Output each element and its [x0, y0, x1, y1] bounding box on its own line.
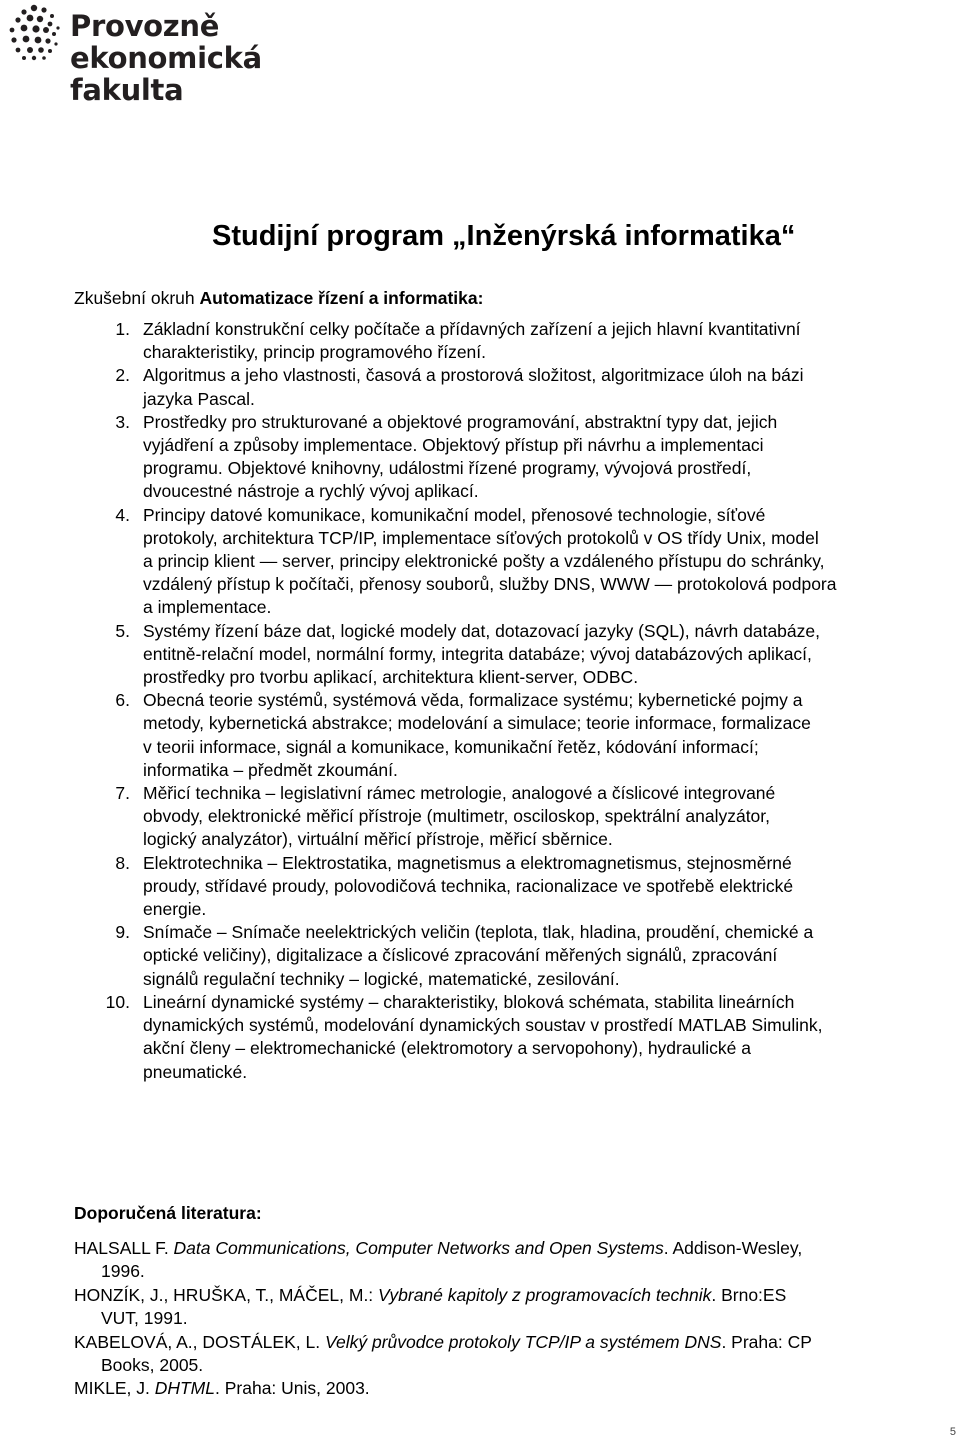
reference-publisher: . Praha: Unis, 2003. — [215, 1378, 370, 1399]
topic-text-line: obvody, elektronické měřicí přístroje (multimetr, osciloskop, spektrální analyzátor, — [143, 806, 771, 827]
reference-continuation: 1996. — [101, 1261, 145, 1282]
reference-title: Data Communications, Computer Networks and Open Systems — [173, 1238, 664, 1258]
reference-line — [74, 1237, 954, 1260]
logo-dot — [37, 16, 43, 22]
topic-text-line: Obecná teorie systémů, systémová věda, formalizace systému; kybernetické pojmy a — [143, 690, 803, 711]
topic-text-line: Principy datové komunikace, komunikační model, přenosové technologie, síťové — [143, 504, 766, 525]
reference-publisher: . Addison-Wesley, — [663, 1238, 803, 1258]
logo-dot — [48, 22, 53, 27]
topic-item — [94, 991, 960, 1084]
topic-number: 9. — [115, 922, 130, 943]
topic-text-line: Základní konstrukční celky počítače a přídavných zařízení a jejich hlavní kvantitativní — [143, 319, 801, 339]
topic-number: 6. — [115, 690, 130, 711]
logo-dot — [23, 36, 30, 43]
logo-dot — [10, 28, 15, 33]
logo-dot — [11, 37, 16, 42]
topic-text-line: vyjádření a způsoby implementace. Objektový přístup při návrhu a implementaci — [143, 435, 764, 456]
topic-text-line: proudy, střídavé proudy, polovodičová technika, racionalizace ve spotřebě elektrické — [143, 875, 794, 896]
topic-number: 8. — [115, 852, 130, 873]
topic-text-line: Algoritmus a jeho vlastnosti, časová a prostorová složitost, algoritmizace úloh na bázi — [143, 365, 804, 386]
topic-text-line: jazyka Pascal. — [143, 388, 255, 409]
topic-text-line: v teorii informace, signál a komunikace, komunikační řetěz, kódování informací; — [143, 736, 759, 757]
logo-dot — [21, 9, 26, 14]
reference-title: DHTML — [154, 1378, 215, 1399]
topic-item — [94, 318, 960, 364]
faculty-name — [70, 10, 262, 106]
reference-publisher: . Brno:ES — [711, 1284, 787, 1305]
page-number: 5 — [949, 1426, 956, 1438]
topic-text-line: akční členy – elektromechanické (elektromotory a servopohony), hydraulické a — [143, 1038, 751, 1059]
logo-dot — [15, 17, 20, 22]
logo-dot — [48, 49, 52, 53]
topic-text-line: Elektrotechnika – Elektrostatika, magnetismus a elektromagnetismus, stejnosměrné — [143, 852, 792, 873]
topic-item — [94, 852, 960, 922]
topic-item — [94, 620, 960, 690]
reference-continuation: Books, 2005. — [101, 1355, 204, 1376]
logo-dot — [22, 56, 26, 60]
reference-item — [74, 1331, 954, 1378]
faculty-logo — [4, 2, 262, 112]
reference-list — [74, 1237, 954, 1401]
topic-item — [94, 782, 960, 852]
topic-text-line: prostředky pro tvorbu aplikací, architektura klient-server, ODBC. — [143, 667, 639, 688]
intro-prefix: Zkušební okruh — [74, 288, 200, 308]
reference-line — [74, 1377, 954, 1400]
logo-dot — [35, 37, 42, 44]
literature-heading: Doporučená literatura: — [74, 1203, 262, 1223]
logo-dot — [27, 47, 33, 53]
topic-text-line: Lineární dynamické systémy – charakteristiky, bloková schémata, stabilita lineárních — [143, 991, 795, 1012]
logo-dot — [16, 48, 21, 53]
logo-dot — [43, 27, 49, 33]
topic-text-line: Prostředky pro strukturované a objektové programování, abstraktní typy dat, jejich — [143, 411, 778, 432]
reference-line — [74, 1331, 954, 1354]
reference-author: MIKLE, J. — [74, 1378, 155, 1399]
reference-continuation: VUT, 1991. — [101, 1308, 188, 1329]
intro-topic-name: Automatizace řízení a informatika: — [199, 288, 484, 308]
topic-text-line: dynamických systémů, modelování dynamických soustav v prostředí MATLAB Simulink, — [143, 1015, 823, 1036]
topic-number: 5. — [115, 620, 130, 641]
topic-text-line: charakteristiky, princip programového řízení. — [143, 342, 487, 363]
reference-line — [74, 1284, 954, 1307]
logo-dot — [42, 56, 46, 60]
reference-author: KABELOVÁ, A., DOSTÁLEK, L. — [74, 1331, 325, 1352]
logo-dot — [56, 26, 59, 29]
topic-text-line: programu. Objektové knihovny, událostmi řízené programy, vývojová prostředí, — [143, 458, 752, 479]
topic-text-line: a implementace. — [143, 597, 272, 618]
logo-line-1: Provozně — [70, 9, 220, 43]
reference-item — [74, 1237, 954, 1284]
logo-dot — [50, 14, 54, 18]
logo-dot — [45, 38, 50, 43]
topic-number: 4. — [115, 504, 130, 525]
topic-text-line: protokoly, architektura TCP/IP, implementace síťových protokolů v OS třídy Unix, model — [143, 527, 819, 548]
topic-number: 7. — [115, 783, 130, 804]
topic-item — [94, 689, 960, 782]
faculty-dots-icon — [4, 2, 64, 62]
logo-dot — [21, 25, 28, 32]
reference-author: HALSALL F. — [74, 1238, 174, 1258]
topic-text-line: Měřicí technika – legislativní rámec metrologie, analogové a číslicové integrované — [143, 783, 776, 804]
reference-title: Vybrané kapitoly z programovacích technik — [378, 1284, 712, 1305]
topic-item — [94, 921, 960, 991]
topic-number: 10. — [105, 991, 130, 1012]
topic-text-line: metody, kybernetická abstrakce; modelování a simulace; teorie informace, formalizace — [143, 713, 811, 734]
topic-item — [94, 364, 960, 410]
topic-text-line: Snímače – Snímače neelektrických veličin (teplota, tlak, hladina, proudění, chemické a — [143, 922, 814, 943]
topic-number: 1. — [115, 319, 130, 339]
topic-text-line: energie. — [143, 899, 207, 920]
reference-author: HONZÍK, J., HRUŠKA, T., MÁČEL, M.: — [74, 1284, 379, 1305]
logo-dot — [32, 25, 39, 32]
topic-text-line: logický analyzátor), virtuální měřicí přístroje, měřicí sběrnice. — [143, 829, 613, 850]
logo-dot — [38, 47, 44, 53]
logo-dot — [27, 15, 34, 22]
topic-text-line: optické veličiny), digitalizace a číslicové zpracování měřených signálů, zpracování — [143, 945, 778, 966]
topic-number: 3. — [115, 411, 130, 432]
logo-dot — [52, 32, 56, 36]
topic-text-line: pneumatické. — [143, 1061, 248, 1082]
topic-item — [94, 411, 960, 504]
topic-text-line: a princip klient — server, principy elektronické pošty a vzdáleného přístupu do schránky, — [143, 551, 825, 572]
logo-dot — [31, 5, 37, 11]
exam-topic-intro — [74, 286, 483, 310]
topic-text-line: entitně-relační model, normální formy, integrita databáze; vývoj databázových aplikací, — [143, 643, 812, 664]
logo-dot — [32, 56, 36, 60]
reference-item — [74, 1377, 954, 1400]
topic-text-line: Systémy řízení báze dat, logické modely dat, dotazovací jazyky (SQL), návrh databáze, — [143, 620, 820, 641]
logo-dot — [41, 7, 46, 12]
reference-title: Velký průvodce protokoly TCP/IP a systémem DNS — [324, 1331, 722, 1352]
topic-list — [94, 318, 960, 1084]
logo-dot — [54, 42, 57, 45]
topic-text-line: vzdálený přístup k počítači, přenosy souborů, služby DNS, WWW — protokolová podpora — [143, 574, 837, 595]
topic-text-line: signálů regulační techniky – logické, matematické, zesilování. — [143, 968, 620, 989]
logo-line-2: ekonomická — [70, 41, 262, 75]
topic-number: 2. — [115, 365, 130, 386]
topic-text-line: dvoucestné nástroje a rychlý vývoj aplikací. — [143, 481, 479, 502]
reference-item — [74, 1284, 954, 1331]
topic-item — [94, 504, 960, 620]
topic-text-line: informatika – předmět zkoumání. — [143, 759, 398, 780]
logo-line-3: fakulta — [70, 73, 184, 107]
reference-publisher: . Praha: CP — [721, 1331, 812, 1352]
page-title: Studijní program „Inženýrská informatika“ — [212, 220, 796, 252]
